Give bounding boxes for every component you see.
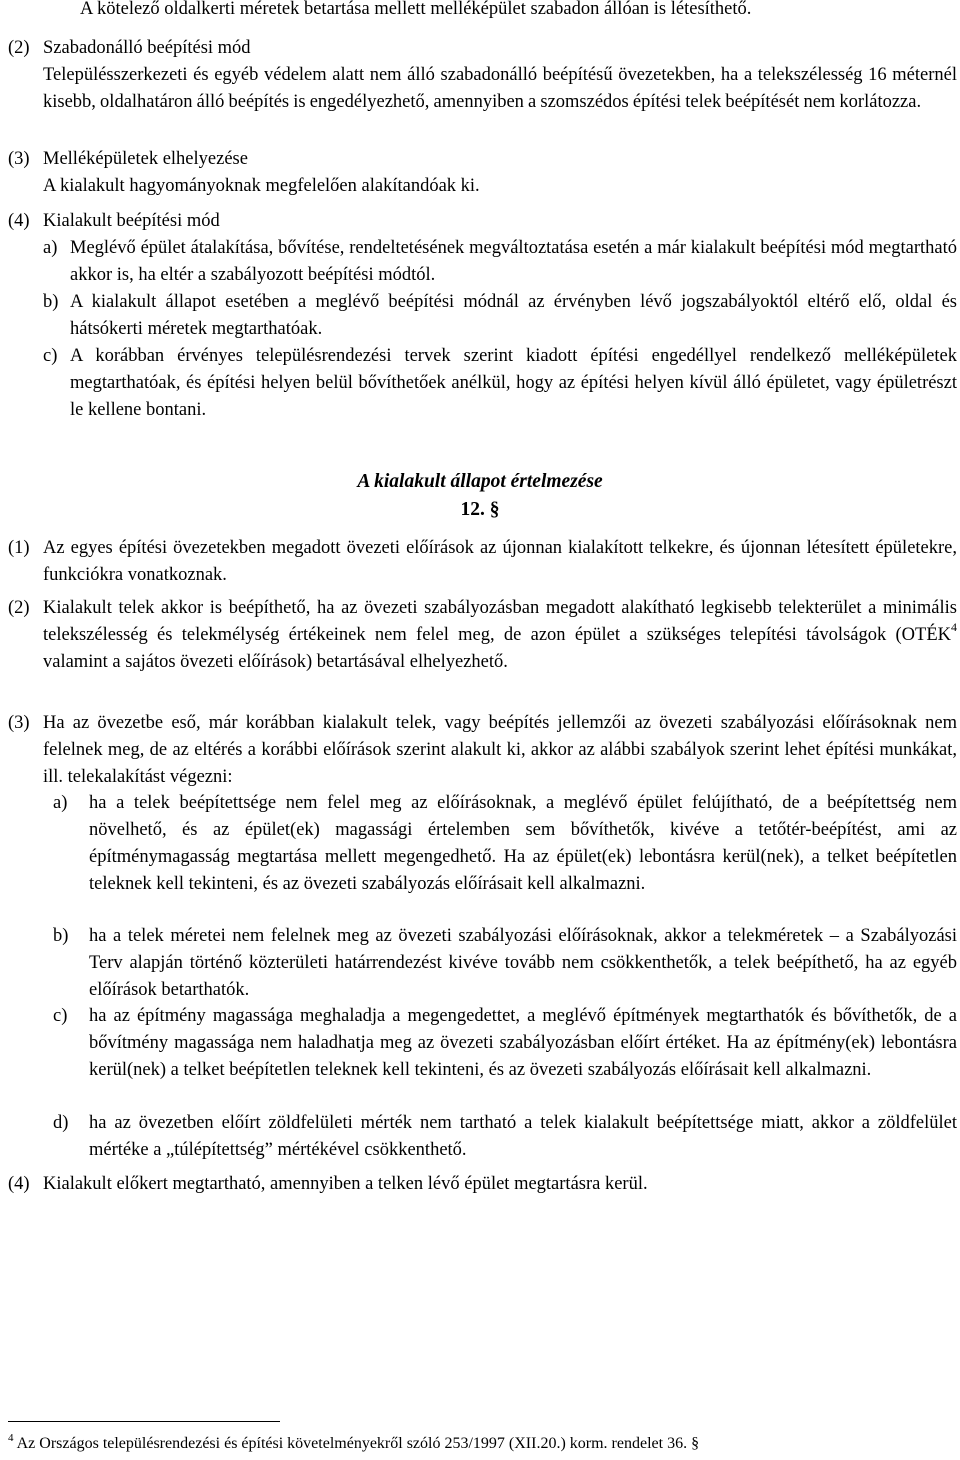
list-item-label: d) (53, 1113, 69, 1133)
list-item-text: ha a telek beépítettsége nem felel meg az előírásoknak, a meglévő épület felújítható, de a beépítettség nem növelhető, és az épület(ek) magassági értelemben sem bővíthetők, kivéve a tetőtér-beépítést, ami az építménymagasság megtartása mellett megengedhető. Ha az épület(ek) lebontásra kerül(nek), a telket beépítetlen teleknek kell tekinteni, és az övezeti szabályozás előírásait kell alkalmazni. (89, 793, 957, 894)
paragraph-text: Az egyes építési övezetekben megadott övezeti előírások az újonnan kialakított telkekre, és újonnan létesített épületekre, funkciókra vonatkoznak. (43, 538, 957, 585)
paragraph-text: A kötelező oldalkerti méretek betartása mellett melléképület szabadon állóan is létesíthető. (80, 0, 752, 19)
footnote-separator (8, 1421, 280, 1422)
footnote (8, 1433, 699, 1455)
list-item-text: A kialakult állapot esetében a meglévő beépítési módnál az érvényben lévő jogszabályoktól eltérő elő, oldal és hátsókerti méretek megtarthatóak. (70, 292, 957, 339)
footnote-marker: 4 (8, 1431, 14, 1444)
paragraph-text-part: valamint a sajátos övezeti előírások) betartásával elhelyezhető. (43, 652, 508, 672)
list-item-text: ha a telek méretei nem felelnek meg az övezeti szabályozási előírásoknak, akkor a telekméretek – a Szabályozási Terv alapján történő közterületi határrendezést kivéve tovább nem csökkenthetők, a telek beépíthető, ha az egyéb előírások betarthatók. (89, 926, 957, 1000)
list-item-text: A korábban érvényes településrendezési tervek szerint kiadott építési engedéllyel rendelkező melléképületek megtarthatóak, és építési helyen belül bővíthetőek anélkül, hogy az építési helyen kívül álló épületet, vagy épületrészt le kellene bontani. (70, 346, 957, 420)
list-item-label: a) (53, 793, 68, 813)
paragraph-number: (4) (8, 211, 30, 231)
paragraph-text (43, 595, 957, 676)
list-item-label: a) (43, 238, 58, 258)
paragraph-number: (3) (8, 713, 30, 733)
paragraph-text: Településszerkezeti és egyéb védelem alatt nem álló szabadonálló beépítésű övezetekben, ha a telekszélesség 16 méternél kisebb, oldalhatáron álló beépítés is engedélyezhető, amennyiben a szomszédos építési telek beépítését nem korlátozza. (43, 65, 957, 112)
paragraph-heading: Melléképületek elhelyezése (43, 149, 248, 169)
list-item-label: c) (53, 1006, 68, 1026)
section-title: A kialakult állapot értelmezése (357, 471, 603, 492)
section-number: 12. § (460, 499, 500, 520)
list-item-text: ha az építmény magassága meghaladja a megengedettet, a meglévő építmények megtarthatók és bővíthetők, de a bővítmény magassága nem haladhatja meg az övezeti szabályozásban előírt értéket. Ha az építmény(ek) lebontásra kerül(nek) a telket beépítetlen teleknek kell tekinteni, és az övezeti szabályozás előírásait kell alkalmazni. (89, 1006, 957, 1080)
list-item-label: b) (43, 292, 59, 312)
footnote-reference: 4 (951, 619, 957, 634)
paragraph-number: (3) (8, 149, 30, 169)
paragraph-number: (4) (8, 1174, 30, 1194)
paragraph-text: Ha az övezetbe eső, már korábban kialakult telek, vagy beépítés jellemzői az övezeti szabályozási előírásoknak nem felelnek meg, de az eltérés a korábbi előírások szerint alakult ki, akkor az alábbi szabályok szerint lehet építési munkákat, ill. telekalakítást végezni: (43, 713, 957, 787)
paragraph-number: (1) (8, 538, 30, 558)
list-item-text: Meglévő épület átalakítása, bővítése, rendeltetésének megváltoztatása esetén a már kialakult beépítési mód megtartható akkor is, ha eltér a szabályozott beépítési módtól. (70, 238, 957, 285)
paragraph-continuation (80, 0, 940, 23)
list-item-label: c) (43, 346, 58, 366)
list-item-label: b) (53, 926, 69, 946)
footnote-text: Az Országos településrendezési és építési követelményekről szóló 253/1997 (XII.20.) korm. rendelet 36. § (13, 1435, 700, 1452)
paragraph-heading: Szabadonálló beépítési mód (43, 38, 251, 58)
list-item-text: ha az övezetben előírt zöldfelületi mérték nem tartható a telek kialakult beépítettsége miatt, akkor a zöldfelület mértéke a „túlépítettség” mértékével csökkenthető. (89, 1113, 957, 1160)
paragraph-text-part: Kialakult telek akkor is beépíthető, ha az övezeti szabályozásban megadott alakítható legkisebb telekterület a minimális telekszélesség és telekmélység értékeinek nem felel meg, de azon épület a szükséges telepítési távolságok (OTÉK (43, 598, 957, 645)
paragraph-number: (2) (8, 38, 30, 58)
paragraph-text: A kialakult hagyományoknak megfelelően alakítandóak ki. (43, 176, 480, 196)
paragraph-heading: Kialakult beépítési mód (43, 211, 220, 231)
paragraph-number: (2) (8, 598, 30, 618)
paragraph-text: Kialakult előkert megtartható, amennyiben a telken lévő épület megtartásra kerül. (43, 1174, 648, 1194)
